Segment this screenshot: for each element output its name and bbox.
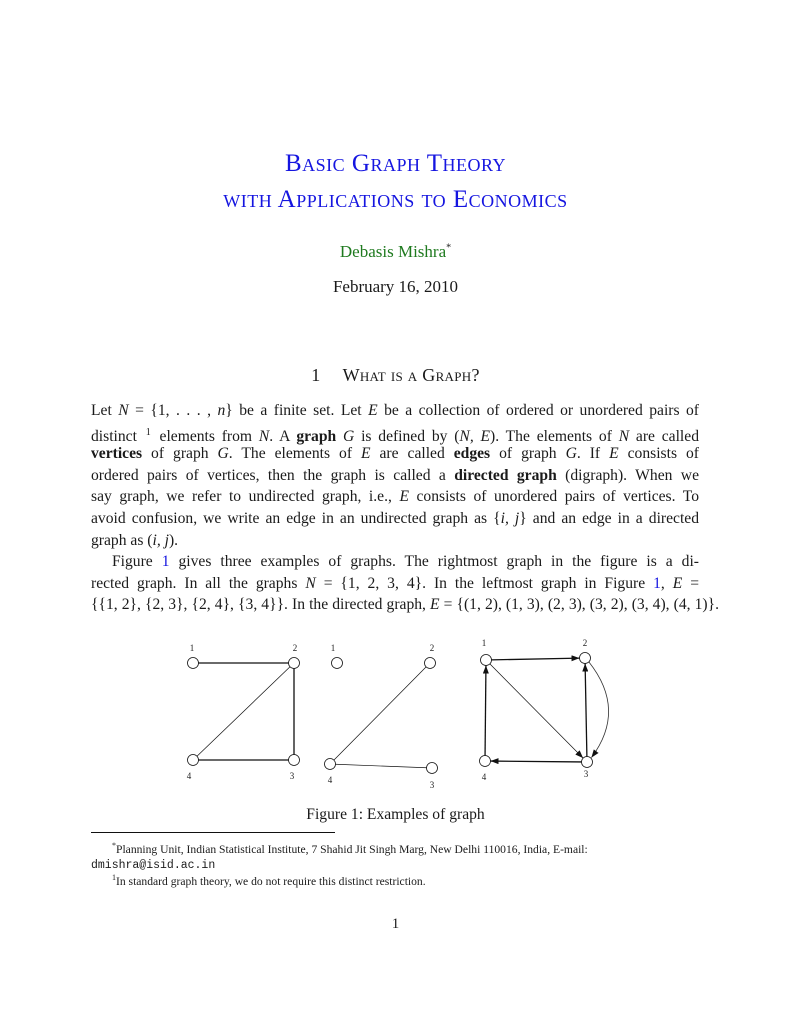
text-segment: =: [682, 574, 699, 592]
title-line-2: with Applications to Economics: [223, 186, 568, 213]
title-line-1: Basic Graph Theory: [284, 150, 507, 177]
text-segment: is defined by (: [354, 427, 460, 445]
text-segment: = {1, 2, 3, 4}. In the leftmost graph in Figure: [315, 574, 654, 592]
text-segment: are called: [629, 427, 699, 445]
text-segment: i, j: [152, 531, 169, 549]
right-graph-edge-4-1: [485, 665, 486, 755]
text-segment: of graph: [142, 445, 218, 463]
footnote-1-text: In standard graph theory, we do not require this distinct restriction.: [116, 874, 426, 888]
bold-term: edges: [453, 445, 491, 463]
left-graph-node-label: 4: [186, 771, 192, 781]
text-segment: rected graph. In all the graphs: [91, 574, 306, 592]
text-segment: say graph, we refer to undirected graph, i.e.,: [91, 488, 400, 506]
right-graph-node-label: 1: [481, 638, 487, 648]
page-number: 1: [391, 916, 400, 932]
text-segment: = {1, . . . ,: [128, 402, 218, 419]
text-segment: be a collection of ordered or unordered pairs of: [377, 402, 699, 419]
left-graph-node-3: [289, 755, 300, 766]
right-graph-edge-1-3: [490, 664, 583, 758]
middle-graph-node-label: 4: [327, 775, 333, 785]
right-graph-node-2: [580, 653, 591, 664]
bold-term: directed graph: [454, 466, 557, 484]
bold-term: graph: [296, 427, 337, 445]
middle-graph-node-label: 2: [429, 643, 435, 653]
text-segment: G: [343, 427, 355, 445]
text-segment: Let: [91, 402, 119, 419]
text-segment: consists of: [618, 445, 699, 463]
left-graph-node-label: 1: [189, 643, 195, 653]
left-graph-node-1: [188, 658, 199, 669]
text-segment: ordered pairs of vertices, then the graph is called a: [91, 466, 455, 484]
left-graph-node-label: 2: [292, 643, 298, 653]
footnote-mark: *: [112, 841, 116, 850]
middle-graph-node-3: [427, 763, 438, 774]
middle-graph-node-2: [425, 658, 436, 669]
text-segment: distinct: [91, 427, 144, 445]
footnote-1: [91, 870, 426, 889]
text-segment: } and an edge in a directed: [519, 510, 699, 527]
author-footnote-mark[interactable]: *: [446, 242, 452, 254]
footnote-author-text: Planning Unit, Indian Statistical Institute, 7 Shahid Jit Singh Marg, New Delhi 110016, India, E-mail:: [116, 842, 588, 856]
figure-link[interactable]: 1: [161, 553, 170, 571]
text-segment: are called: [370, 445, 454, 463]
text-segment: N: [118, 402, 129, 419]
middle-graph-edge-2-4: [334, 667, 426, 760]
right-graph-edge-1-2: [491, 658, 579, 660]
middle-graph-node-4: [325, 759, 336, 770]
footnote-ref[interactable]: 1: [145, 426, 151, 438]
text-segment: E: [672, 574, 683, 592]
text-segment: {{1, 2}, {2, 3}, {2, 4}, {3, 4}}. In the directed graph,: [91, 596, 431, 614]
text-segment: gives three examples of graphs. The rightmost graph in the figure is a di-: [169, 553, 699, 571]
text-segment: E: [430, 596, 440, 614]
text-segment: n: [217, 402, 226, 419]
footnote-email[interactable]: dmishra@isid.ac.in: [91, 858, 216, 872]
left-graph-node-label: 3: [289, 771, 295, 781]
footnote-author: [91, 838, 703, 873]
bold-term: vertices: [91, 445, 143, 463]
left-graph-node-2: [289, 658, 300, 669]
author-name: Debasis Mishra: [339, 242, 447, 261]
right-graph-edge-3-4: [490, 761, 581, 762]
text-segment: E: [609, 445, 619, 463]
left-graph-node-4: [188, 755, 199, 766]
right-graph-node-label: 4: [481, 772, 487, 782]
text-segment: E: [361, 445, 371, 463]
text-segment: N: [618, 427, 630, 445]
section-title: What is a Graph?: [342, 365, 480, 385]
text-segment: G: [217, 445, 229, 463]
text-segment: i, j: [500, 510, 520, 527]
right-graph-edge-2-3: [589, 662, 609, 758]
text-segment: consists of unordered pairs of vertices. To: [408, 488, 699, 506]
text-segment: G: [565, 445, 577, 463]
text-segment: } be a finite set. Let: [225, 402, 369, 419]
right-graph-node-4: [480, 756, 491, 767]
right-graph-node-1: [481, 655, 492, 666]
right-graph-node-3: [582, 757, 593, 768]
text-segment: graph as (: [91, 531, 153, 549]
text-segment: ,: [660, 574, 673, 592]
text-segment: (digraph). When we: [556, 466, 699, 484]
figure-link[interactable]: 1: [653, 574, 661, 592]
middle-graph-node-label: 3: [429, 780, 435, 790]
text-segment: ). The elements of: [490, 427, 619, 445]
right-graph-node-label: 2: [582, 638, 588, 648]
footnote-mark: 1: [112, 873, 116, 882]
text-segment: N, E: [459, 427, 491, 445]
text-segment: E: [399, 488, 409, 506]
date: February 16, 2010: [332, 277, 459, 296]
right-graph-node-label: 3: [583, 769, 589, 779]
section-number: 1: [311, 365, 321, 385]
text-segment: elements from: [152, 427, 259, 445]
middle-graph-node-label: 1: [330, 643, 336, 653]
middle-graph-edge-3-4: [335, 764, 426, 768]
text-segment: E: [368, 402, 378, 419]
text-segment: . A: [269, 427, 297, 445]
text-segment: . The elements of: [228, 445, 361, 463]
middle-graph-node-1: [332, 658, 343, 669]
text-segment: ).: [168, 531, 179, 549]
footnote-rule: [91, 832, 335, 833]
text-segment: avoid confusion, we write an edge in an undirected graph as {: [91, 510, 501, 527]
text-segment: N: [258, 427, 270, 445]
left-graph-edge-2-4: [197, 667, 290, 756]
right-graph-edge-3-2: [585, 663, 587, 756]
text-segment: N: [305, 574, 316, 592]
text-segment: Figure: [112, 553, 162, 571]
text-segment: = {(1, 2), (1, 3), (2, 3), (3, 2), (3, 4), (4, 1)}.: [439, 596, 719, 614]
text-segment: of graph: [490, 445, 566, 463]
text-segment: . If: [576, 445, 610, 463]
figure-caption: Figure 1: Examples of graph: [306, 806, 485, 823]
